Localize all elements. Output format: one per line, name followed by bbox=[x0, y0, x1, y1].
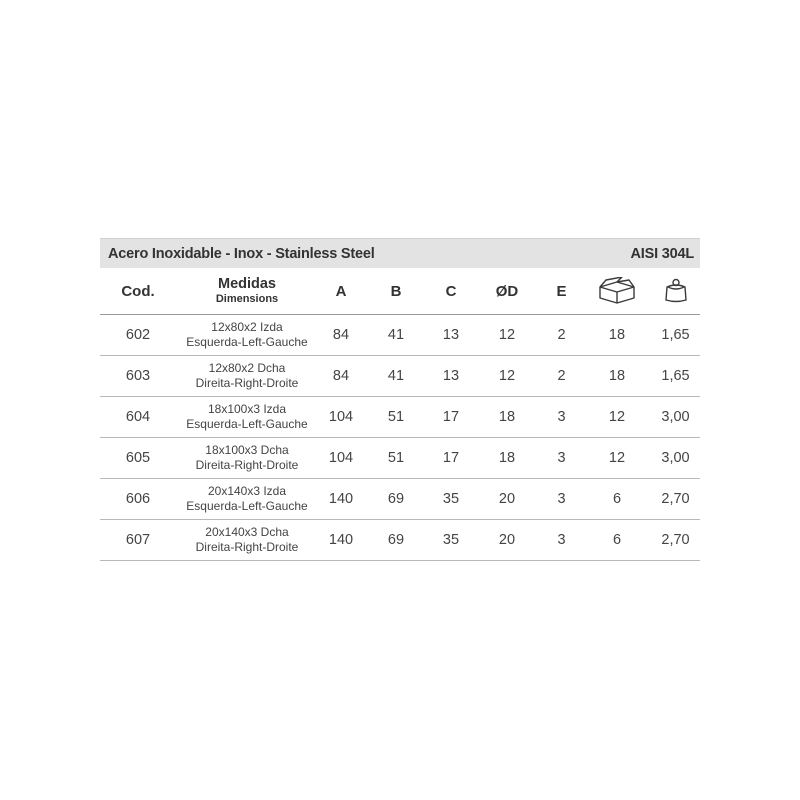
cell-size: 20x140x3 Dcha bbox=[205, 525, 289, 539]
table-row bbox=[100, 479, 700, 520]
cell-box-qty: 18 bbox=[608, 368, 626, 384]
cell-e: 3 bbox=[557, 491, 566, 507]
header-medidas-label: Medidas bbox=[217, 276, 276, 292]
header-weight bbox=[651, 278, 700, 304]
cell-side: Direita-Right-Droite bbox=[195, 540, 299, 554]
cell-e: 2 bbox=[557, 327, 566, 343]
cell-box-qty: 6 bbox=[612, 491, 622, 507]
cell-medidas bbox=[176, 484, 318, 514]
cell-medidas bbox=[176, 402, 318, 432]
material-title: Acero Inoxidable - Inox - Stainless Steel bbox=[108, 245, 375, 262]
cell-box-qty: 18 bbox=[608, 327, 626, 343]
cell-side: Esquerda-Left-Gauche bbox=[186, 335, 308, 349]
header-e: E bbox=[556, 282, 567, 300]
cell-e: 3 bbox=[557, 450, 566, 466]
cell-b: 51 bbox=[387, 450, 405, 466]
cell-medidas bbox=[176, 361, 318, 391]
cell-side: Esquerda-Left-Gauche bbox=[186, 417, 308, 431]
cell-cod: 603 bbox=[125, 368, 151, 384]
header-c: C bbox=[445, 282, 457, 300]
cell-size: 12x80x2 Dcha bbox=[208, 361, 286, 375]
cell-c: 17 bbox=[442, 409, 460, 425]
cell-b: 41 bbox=[387, 368, 405, 384]
cell-c: 13 bbox=[442, 327, 460, 343]
cell-c: 17 bbox=[442, 450, 460, 466]
cell-c: 35 bbox=[442, 491, 460, 507]
cell-medidas bbox=[176, 320, 318, 350]
cell-d: 18 bbox=[498, 450, 516, 466]
cell-side: Direita-Right-Droite bbox=[195, 458, 299, 472]
table-body bbox=[100, 315, 700, 561]
table-row bbox=[100, 356, 700, 397]
cell-weight: 3,00 bbox=[661, 409, 690, 425]
box-icon bbox=[598, 277, 636, 305]
cell-d: 12 bbox=[498, 327, 516, 343]
header-b: B bbox=[390, 282, 402, 300]
cell-side: Direita-Right-Droite bbox=[195, 376, 299, 390]
cell-weight: 2,70 bbox=[661, 491, 690, 507]
header-dimensions-label: Dimensions bbox=[215, 293, 279, 305]
cell-medidas bbox=[176, 443, 318, 473]
cell-a: 104 bbox=[328, 450, 354, 466]
cell-c: 35 bbox=[442, 532, 460, 548]
header-cod: Cod. bbox=[121, 282, 155, 300]
cell-cod: 604 bbox=[125, 409, 151, 425]
table-row bbox=[100, 397, 700, 438]
cell-a: 140 bbox=[328, 491, 354, 507]
header-medidas bbox=[176, 276, 318, 306]
cell-size: 20x140x3 Izda bbox=[207, 484, 287, 498]
cell-size: 12x80x2 Izda bbox=[211, 320, 283, 334]
header-d: ØD bbox=[495, 282, 519, 300]
cell-a: 104 bbox=[328, 409, 354, 425]
cell-e: 3 bbox=[557, 532, 566, 548]
cell-weight: 3,00 bbox=[661, 450, 690, 466]
material-grade: AISI 304L bbox=[630, 245, 694, 262]
cell-d: 12 bbox=[498, 368, 516, 384]
cell-b: 51 bbox=[387, 409, 405, 425]
cell-cod: 605 bbox=[125, 450, 151, 466]
weight-icon bbox=[663, 278, 689, 304]
cell-d: 20 bbox=[498, 532, 516, 548]
cell-d: 18 bbox=[498, 409, 516, 425]
cell-box-qty: 12 bbox=[608, 409, 626, 425]
cell-a: 140 bbox=[328, 532, 354, 548]
table-row bbox=[100, 520, 700, 561]
table-row bbox=[100, 315, 700, 356]
cell-cod: 602 bbox=[125, 327, 151, 343]
table-title-bar bbox=[100, 238, 700, 268]
header-box bbox=[583, 277, 651, 305]
table-header bbox=[100, 268, 700, 315]
product-table bbox=[100, 238, 700, 561]
cell-box-qty: 6 bbox=[612, 532, 622, 548]
cell-cod: 606 bbox=[125, 491, 151, 507]
cell-a: 84 bbox=[332, 368, 350, 384]
cell-e: 3 bbox=[557, 409, 566, 425]
cell-size: 18x100x3 Izda bbox=[207, 402, 287, 416]
cell-b: 69 bbox=[387, 532, 405, 548]
cell-b: 41 bbox=[387, 327, 405, 343]
cell-box-qty: 12 bbox=[608, 450, 626, 466]
cell-b: 69 bbox=[387, 491, 405, 507]
table-row bbox=[100, 438, 700, 479]
cell-weight: 2,70 bbox=[661, 532, 690, 548]
cell-d: 20 bbox=[498, 491, 516, 507]
cell-weight: 1,65 bbox=[661, 327, 690, 343]
cell-size: 18x100x3 Dcha bbox=[205, 443, 289, 457]
cell-c: 13 bbox=[442, 368, 460, 384]
cell-weight: 1,65 bbox=[661, 368, 690, 384]
cell-medidas bbox=[176, 525, 318, 555]
cell-side: Esquerda-Left-Gauche bbox=[186, 499, 308, 513]
cell-a: 84 bbox=[332, 327, 350, 343]
header-a: A bbox=[335, 282, 347, 300]
cell-e: 2 bbox=[557, 368, 566, 384]
cell-cod: 607 bbox=[125, 532, 151, 548]
